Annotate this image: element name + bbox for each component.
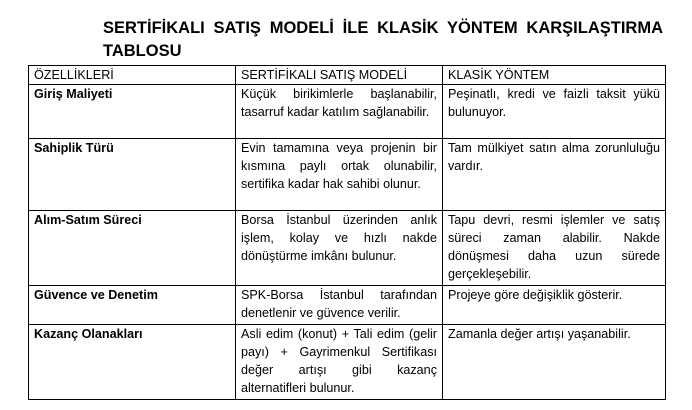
table-row: [29, 211, 666, 286]
certified-cell: Küçük birikimlerle başlanabilir, tasarruf kadar katılım sağlanabilir.: [236, 85, 443, 139]
certified-cell: Borsa İstanbul üzerinden anlık işlem, kolay ve hızlı nakde dönüştürme imkânı bulunur.: [236, 211, 443, 286]
certified-cell: Evin tamamına veya projenin bir kısmına paylı ortak olunabilir, sertifika kadar hak sahibi olunur.: [236, 139, 443, 211]
classic-cell: Zamanla değer artışı yaşanabilir.: [443, 325, 666, 400]
classic-cell: Tapu devri, resmi işlemler ve satış süreci zaman alabilir. Nakde dönüşmesi daha uzun sürede gerçekleşebilir.: [443, 211, 666, 286]
page-title: SERTİFİKALI SATIŞ MODELİ İLE KLASİK YÖNTEM KARŞILAŞTIRMA TABLOSU: [103, 19, 663, 60]
certified-cell: SPK-Borsa İstanbul tarafından denetlenir ve güvence verilir.: [236, 286, 443, 325]
feature-cell: Kazanç Olanakları: [29, 325, 236, 400]
classic-cell: Projeye göre değişiklik gösterir.: [443, 286, 666, 325]
header-features: ÖZELLİKLERİ: [29, 66, 236, 85]
classic-cell: Peşinatlı, kredi ve faizli taksit yükü bulunuyor.: [443, 85, 666, 139]
feature-cell: Sahiplik Türü: [29, 139, 236, 211]
feature-cell: Giriş Maliyeti: [29, 85, 236, 139]
table-row: [29, 85, 666, 139]
header-classic-method: KLASİK YÖNTEM: [443, 66, 666, 85]
table-body: [29, 85, 666, 400]
header-row: [29, 66, 666, 85]
table-header: [29, 66, 666, 85]
classic-cell: Tam mülkiyet satın alma zorunluluğu vardır.: [443, 139, 666, 211]
feature-cell: Güvence ve Denetim: [29, 286, 236, 325]
table-row: [29, 139, 666, 211]
feature-cell: Alım-Satım Süreci: [29, 211, 236, 286]
certified-cell: Asli edim (konut) + Tali edim (gelir payı) + Gayrimenkul Sertifikası değer artışı gibi kazanç alternatifleri bulunur.: [236, 325, 443, 400]
table-row: [29, 325, 666, 400]
comparison-table: [28, 65, 666, 400]
header-certified-model: SERTİFİKALI SATIŞ MODELİ: [236, 66, 443, 85]
table-row: [29, 286, 666, 325]
